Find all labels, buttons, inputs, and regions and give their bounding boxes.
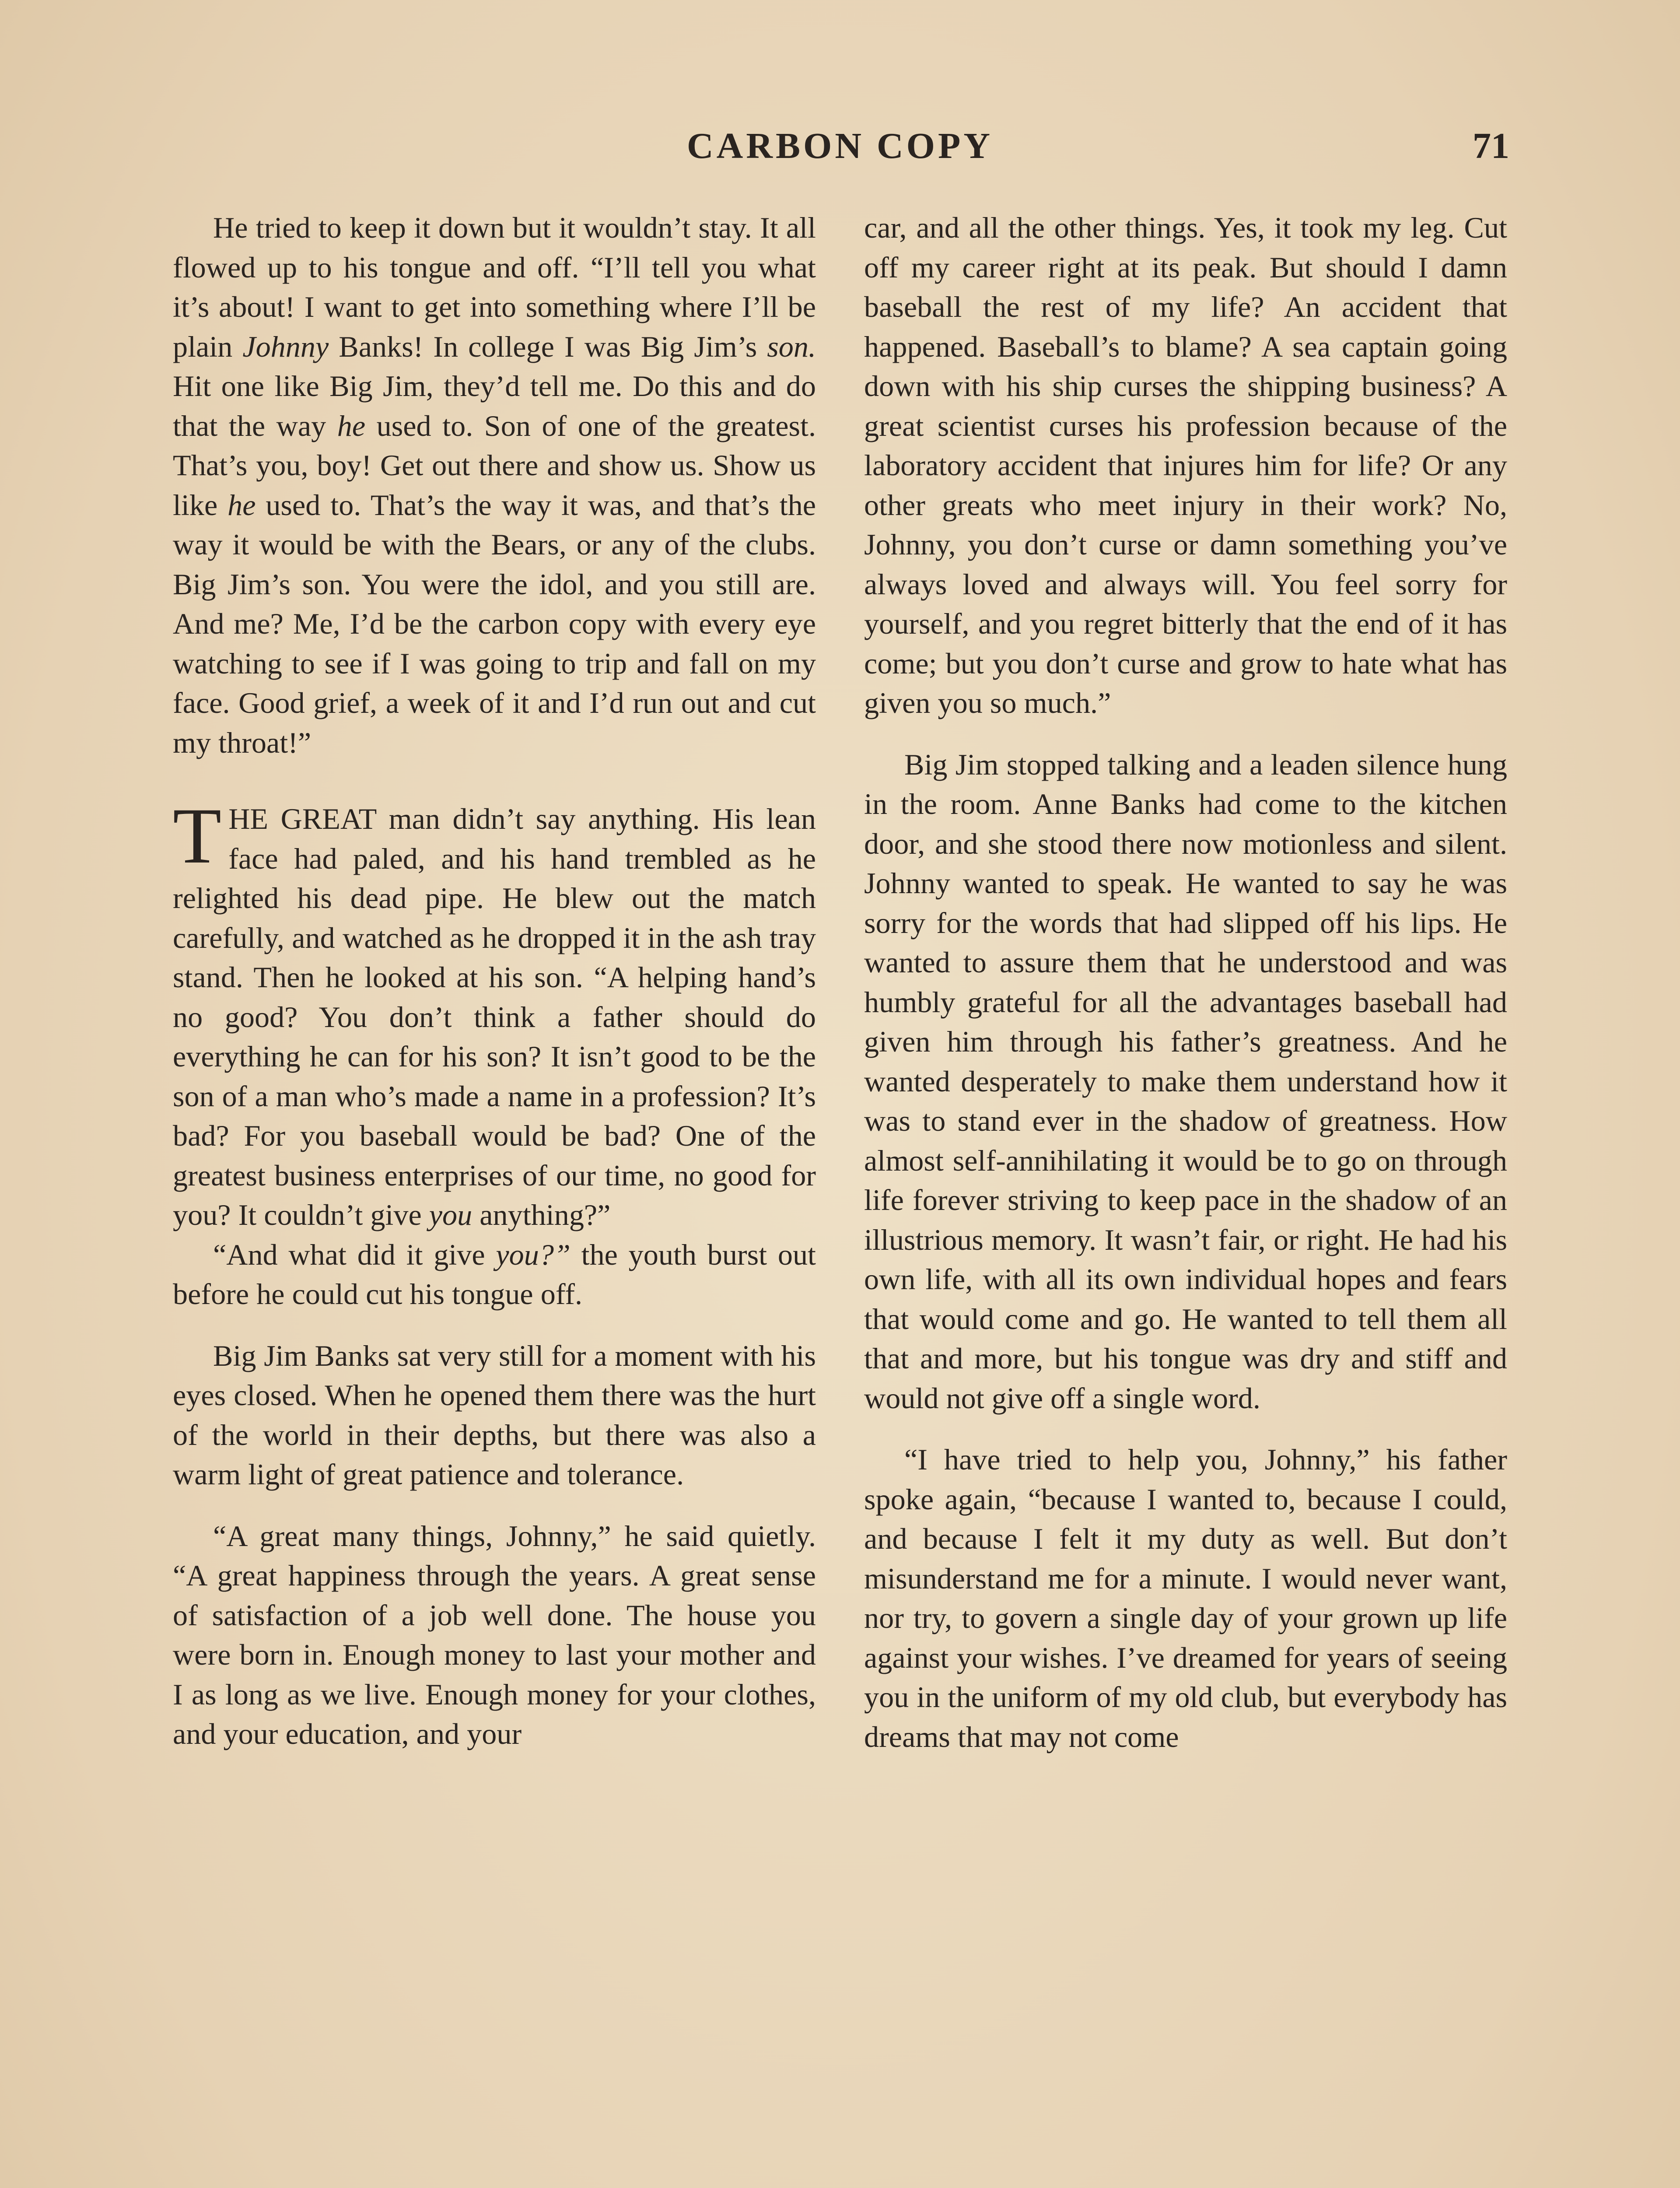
page-header	[171, 125, 1509, 173]
page-number: 71	[1473, 126, 1509, 166]
drop-cap: T	[173, 792, 222, 880]
left-column	[173, 208, 816, 1754]
paragraph: “I have tried to help you, Johnny,” his father spoke again, “because I wanted to, because I could, and because I felt it my duty as well. But don’t misunderstand me for a minute. I would never want, nor try, to govern a single day of your grown up life against your wishes. I’ve dreamed for years of seeing you in the uniform of my old club, but everybody has dreams that may not come	[864, 1443, 1507, 1753]
paragraph: “And what did it give you?” the youth burst out before he could cut his tongue off.	[173, 1238, 816, 1311]
paragraph: Big Jim Banks sat very still for a moment with his eyes closed. When he opened them there was the hurt of the world in their depths, but there was also a warm light of great patience and tolerance.	[173, 1339, 816, 1491]
running-title: CARBON COPY	[687, 126, 993, 166]
paragraph: He tried to keep it down but it wouldn’t stay. It all flowed up to his tongue and off. “I’ll tell you what it’s about! I want to get into something where I’ll be plain Johnny Banks! In college I was Big Jim’s son. Hit one like Big Jim, they’d tell me. Do this and do that the way he used to. Son of one of the greatest. That’s you, boy! Get out there and show us. Show us like he used to. That’s the way it was, and that’s the way it would be with the Bears, or any of the clubs. Big Jim’s son. You were the idol, and you still are. And me? Me, I’d be the carbon copy with every eye watching to see if I was going to trip and fall on my face. Good grief, a week of it and I’d run out and cut my throat!”	[173, 211, 816, 759]
paragraph: Big Jim stopped talking and a leaden silence hung in the room. Anne Banks had come to the kitchen door, and she stood there now motionless and silent. Johnny wanted to speak. He wanted to say he was sorry for the words that had slipped off his lips. He wanted to assure them that he understood and was humbly grateful for all the advantages baseball had given him through his father’s greatness. And he wanted desperately to make them understand how it was to stand ever in the shadow of greatness. How almost self-annihilating it would be to go on through life forever striving to keep pace in the shadow of an illustrious memory. It wasn’t fair, or right. He had his own life, with all its own individual hopes and fears that would come and go. He wanted to tell them all that and more, but his tongue was dry and stiff and would not give off a single word.	[864, 747, 1507, 1415]
paragraph: car, and all the other things. Yes, it took my leg. Cut off my career right at its peak. But should I damn baseball the rest of my life? An accident that happened. Baseball’s to blame? A sea captain going down with his ship curses the shipping business? A great scientist curses his profession because of the laboratory accident that injures him for life? Or any other greats who meet injury in their work? No, Johnny, you don’t curse or damn something you’ve always loved and always will. You feel sorry for yourself, and you regret bitterly that the end of it has come; but you don’t curse and grow to hate what has given you so much.”	[864, 211, 1507, 719]
right-column	[864, 208, 1507, 1757]
paragraph: “A great many things, Johnny,” he said quietly. “A great happiness through the years. A great sense of satisfaction of a job well done. The house you were born in. Enough money to last your mother and I as long as we live. Enough money for your clothes, and your education, and your	[173, 1519, 816, 1750]
paragraph-with-dropcap: THE GREAT man didn’t say anything. His lean face had paled, and his hand trembled as he relighted his dead pipe. He blew out the match carefully, and watched as he dropped it in the ash tray stand. Then he looked at his son. “A helping hand’s no good? You don’t think a father should do everything he can for his son? It isn’t good to be the son of a man who’s made a name in a profession? It’s bad? For you baseball would be bad? One of the greatest business enterprises of our time, no good for you? It couldn’t give you anything?”	[173, 792, 816, 1231]
